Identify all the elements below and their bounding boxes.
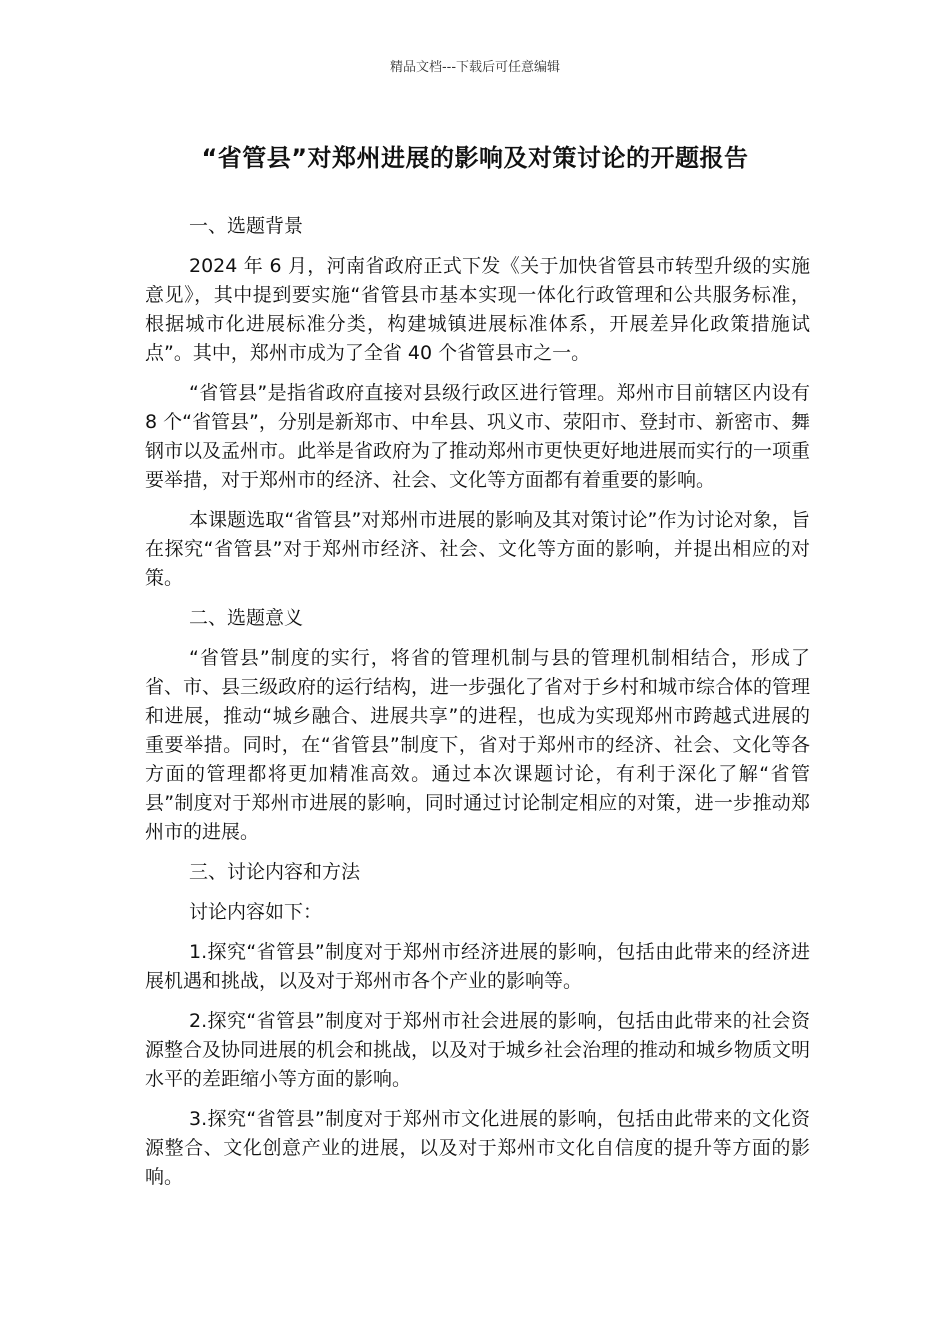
document-title: “省管县”对郑州进展的影响及对策讨论的开题报告 [201,144,749,172]
list-item-culture: 3.探究“省管县”制度对于郑州市文化进展的影响，包括由此带来的文化资源整合、文化创意产业的进展，以及对于郑州市文化自信度的提升等方面的影响。 [145,1108,810,1188]
paragraph-background-1: 2024 年 6 月，河南省政府正式下发《关于加快省管县市转型升级的实施意见》，其中提到要实施“省管县市基本实现一体化行政管理和公共服务标准，根据城市化进展标准分类，构建城镇进展标准体系，开展差异化政策措施试点”。其中，郑州市成为了全省 40 个省管县市之一。 [145,255,810,364]
section-heading-background: 一、选题背景 [189,215,304,237]
header-note: 精品文档---下载后可任意编辑 [389,60,561,75]
document-body [145,212,810,1203]
section-heading-content-method: 三、讨论内容和方法 [189,861,361,883]
section-heading-significance: 二、选题意义 [189,607,304,629]
list-item-economy: 1.探究“省管县”制度对于郑州市经济进展的影响，包括由此带来的经济进展机遇和挑战，以及对于郑州市各个产业的影响等。 [145,941,810,992]
paragraph-content-intro: 讨论内容如下： [189,901,323,923]
list-item-society: 2.探究“省管县”制度对于郑州市社会进展的影响，包括由此带来的社会资源整合及协同进展的机会和挑战，以及对于城乡社会治理的推动和城乡物质文明水平的差距缩小等方面的影响。 [145,1010,811,1090]
paragraph-significance-1: “省管县”制度的实行，将省的管理机制与县的管理机制相结合，形成了省、市、县三级政府的运行结构，进一步强化了省对于乡村和城市综合体的管理和进展，推动“城乡融合、进展共享”的进程，也成为实现郑州市跨越式进展的重要举措。同时，在“省管县”制度下，省对于郑州市的经济、社会、文化等各方面的管理都将更加精准高效。通过本次课题讨论，有利于深化了解“省管县”制度对于郑州市进展的影响，同时通过讨论制定相应的对策，进一步推动郑州市的进展。 [145,647,811,843]
paragraph-background-3: 本课题选取“省管县”对郑州市进展的影响及其对策讨论”作为讨论对象，旨在探究“省管县”对于郑州市经济、社会、文化等方面的影响，并提出相应的对策。 [145,509,810,589]
paragraph-background-2: “省管县”是指省政府直接对县级行政区进行管理。郑州市目前辖区内设有 8 个“省管县”，分别是新郑市、中牟县、巩义市、荥阳市、登封市、新密市、舞钢市以及孟州市。此举是省政府为了推动郑州市更快更好地进展而实行的一项重要举措，对于郑州市的经济、社会、文化等方面都有着重要的影响。 [145,382,811,491]
